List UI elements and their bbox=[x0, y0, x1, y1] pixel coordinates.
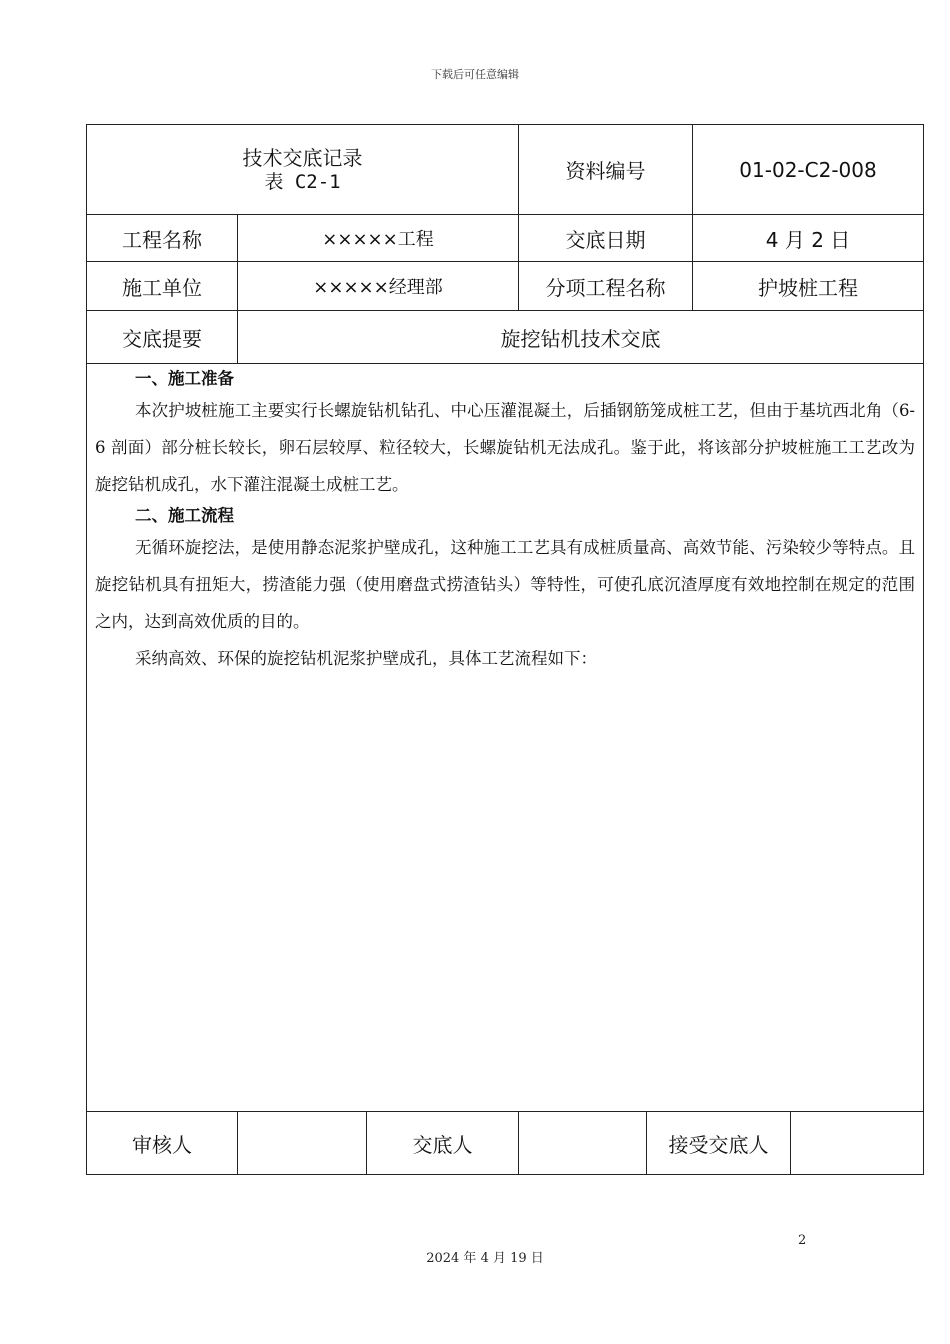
tech-disclosure-table bbox=[86, 124, 924, 1175]
disclosure-content bbox=[87, 364, 924, 1112]
record-title-line2: 表 C2-1 bbox=[264, 170, 341, 193]
construction-unit-value: ×××××经理部 bbox=[238, 262, 519, 311]
receiver-label: 接受交底人 bbox=[647, 1112, 791, 1174]
project-name-label: 工程名称 bbox=[87, 215, 238, 262]
record-title-line1: 技术交底记录 bbox=[242, 145, 363, 170]
record-title bbox=[87, 125, 519, 215]
reviewer-label: 审核人 bbox=[87, 1112, 238, 1175]
section1-title: 一、施工准备 bbox=[135, 369, 234, 388]
page-number: 2 bbox=[798, 1233, 807, 1248]
section2-title: 二、施工流程 bbox=[135, 506, 234, 525]
project-name-value: ×××××工程 bbox=[238, 215, 519, 262]
construction-unit-label: 施工单位 bbox=[87, 262, 238, 311]
doc-no-label: 资料编号 bbox=[519, 125, 693, 215]
section1-paragraph: 本次护坡桩施工主要实行长螺旋钻机钻孔、中心压灌混凝土，后插钢筋笼成桩工艺，但由于基坑西北角（6-6 剖面）部分桩长较长，卵石层较厚、粒径较大，长螺旋钻机无法成孔。鉴于此，将该部分护坡桩施工工艺改为旋挖钻机成孔，水下灌注混凝土成桩工艺。 bbox=[95, 401, 916, 494]
receiver-signature bbox=[791, 1112, 924, 1174]
disclosure-date-label: 交底日期 bbox=[519, 215, 693, 262]
presenter-signature bbox=[519, 1112, 647, 1175]
summary-label: 交底提要 bbox=[87, 311, 238, 364]
disclosure-date-value: 4 月 2 日 bbox=[693, 215, 924, 262]
section2-paragraph-2: 采纳高效、环保的旋挖钻机泥浆护壁成孔，具体工艺流程如下： bbox=[135, 649, 597, 668]
section2-paragraph-1: 无循环旋挖法，是使用静态泥浆护壁成孔，这种施工工艺具有成桩质量高、高效节能、污染较少等特点。且旋挖钻机具有扭矩大，捞渣能力强（使用磨盘式捞渣钻头）等特性，可使孔底沉渣厚度有效地控制在规定的范围之内，达到高效优质的目的。 bbox=[95, 538, 916, 631]
reviewer-signature bbox=[238, 1112, 367, 1175]
header-note: 下载后可任意编辑 bbox=[431, 68, 519, 81]
subitem-name-label: 分项工程名称 bbox=[519, 262, 693, 311]
doc-no-value: 01-02-C2-008 bbox=[693, 125, 924, 215]
summary-value: 旋挖钻机技术交底 bbox=[238, 311, 924, 364]
subitem-name-value: 护坡桩工程 bbox=[693, 262, 924, 311]
footer-date: 2024 年 4 月 19 日 bbox=[426, 1251, 544, 1266]
presenter-label: 交底人 bbox=[367, 1112, 519, 1175]
